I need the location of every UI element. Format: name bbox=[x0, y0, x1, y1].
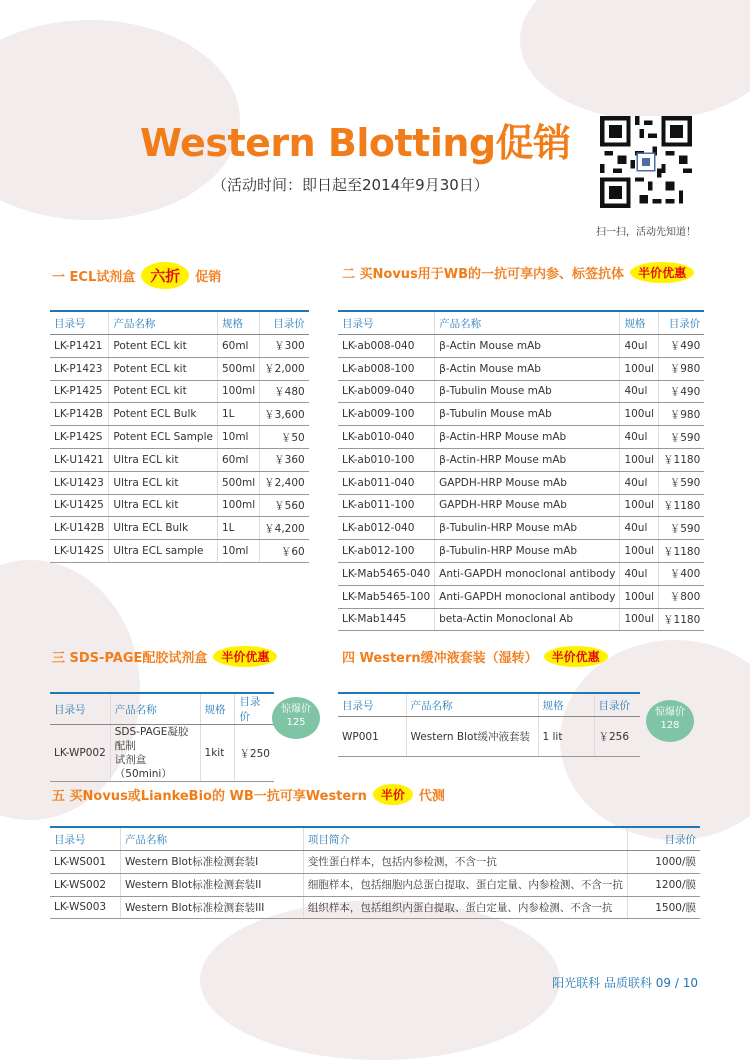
product-price: ￥400 bbox=[659, 562, 705, 585]
page-footer: 阳光联科 品质联科 09 / 10 bbox=[552, 976, 698, 990]
product-spec: 40ul bbox=[620, 471, 659, 494]
column-header: 规格 bbox=[200, 693, 235, 725]
product-name-line: 试剂盒（50mini） bbox=[114, 754, 172, 780]
stamp-price: 128 bbox=[660, 720, 680, 731]
product-spec: 40ul bbox=[620, 380, 659, 403]
section5-suffix: 代测 bbox=[418, 789, 445, 804]
product-price: ￥3,600 bbox=[260, 403, 309, 426]
ecl-table bbox=[50, 310, 309, 563]
catalog-number: LK-ab011-040 bbox=[338, 471, 435, 494]
product-name: Ultra ECL kit bbox=[109, 471, 218, 494]
table-row bbox=[338, 471, 704, 494]
product-spec: 1L bbox=[217, 403, 259, 426]
product-name: GAPDH-HRP Mouse mAb bbox=[435, 494, 620, 517]
catalog-number: LK-ab010-100 bbox=[338, 448, 435, 471]
product-name: Anti-GAPDH monoclonal antibody bbox=[435, 562, 620, 585]
product-name: Potent ECL kit bbox=[109, 380, 218, 403]
table-row bbox=[50, 448, 309, 471]
table-row bbox=[338, 608, 704, 631]
section3-title: 三 SDS-PAGE配胶试剂盒 bbox=[52, 651, 208, 666]
product-name: Anti-GAPDH monoclonal antibody bbox=[435, 585, 620, 608]
table-row bbox=[50, 403, 309, 426]
product-name: GAPDH-HRP Mouse mAb bbox=[435, 471, 620, 494]
catalog-number: LK-WS001 bbox=[50, 851, 121, 874]
column-header: 规格 bbox=[217, 311, 259, 335]
table-row bbox=[338, 335, 704, 358]
product-name: Potent ECL kit bbox=[109, 335, 218, 358]
catalog-number: LK-Mab5465-040 bbox=[338, 562, 435, 585]
section4-badge: 半价优惠 bbox=[544, 646, 608, 667]
column-header: 产品名称 bbox=[109, 311, 218, 335]
product-price: ￥980 bbox=[659, 357, 705, 380]
product-price: ￥590 bbox=[659, 517, 705, 540]
stamp-label: 惊爆价 bbox=[655, 707, 685, 718]
product-spec: 100ul bbox=[620, 585, 659, 608]
product-price: ￥4,200 bbox=[260, 517, 309, 540]
product-spec: 500ml bbox=[217, 357, 259, 380]
catalog-number: LK-U142B bbox=[50, 517, 109, 540]
page-title: Western Blotting促销 bbox=[140, 121, 571, 165]
product-spec: 100ul bbox=[620, 494, 659, 517]
product-price: ￥590 bbox=[659, 426, 705, 449]
catalog-number: LK-ab008-100 bbox=[338, 357, 435, 380]
section1-suffix: 促销 bbox=[195, 270, 222, 285]
table-row bbox=[50, 517, 309, 540]
table-row bbox=[338, 585, 704, 608]
section2-heading bbox=[342, 262, 700, 283]
column-header: 目录价 bbox=[594, 693, 640, 717]
table-row bbox=[338, 426, 704, 449]
column-header: 产品名称 bbox=[121, 827, 304, 851]
table-row bbox=[338, 562, 704, 585]
product-name: β-Tubulin-HRP Mouse mAb bbox=[435, 540, 620, 563]
qr-caption: 扫一扫，活动先知道！ bbox=[596, 227, 696, 238]
product-price: ￥1180 bbox=[659, 494, 705, 517]
catalog-number: LK-P1421 bbox=[50, 335, 109, 358]
product-price: 1000/膜 bbox=[627, 851, 700, 874]
product-price: ￥2,400 bbox=[260, 471, 309, 494]
product-price: ￥50 bbox=[260, 426, 309, 449]
sds-page-table bbox=[50, 692, 274, 782]
wb-testing-table bbox=[50, 826, 700, 919]
table-row bbox=[50, 494, 309, 517]
product-spec: 10ml bbox=[217, 540, 259, 563]
catalog-number: LK-P1425 bbox=[50, 380, 109, 403]
catalog-number: LK-ab008-040 bbox=[338, 335, 435, 358]
catalog-number: LK-ab010-040 bbox=[338, 426, 435, 449]
table-row bbox=[50, 357, 309, 380]
product-name-line: SDS-PAGE凝胶配制 bbox=[114, 726, 189, 752]
product-name: β-Actin Mouse mAb bbox=[435, 357, 620, 380]
product-name: Western Blot标准检测套装I bbox=[121, 851, 304, 874]
product-price: ￥490 bbox=[659, 335, 705, 358]
table-row bbox=[50, 540, 309, 563]
section5-heading bbox=[52, 784, 445, 805]
table-row bbox=[338, 517, 704, 540]
product-name: β-Tubulin-HRP Mouse mAb bbox=[435, 517, 620, 540]
product-spec: 100ul bbox=[620, 448, 659, 471]
qr-code[interactable] bbox=[600, 116, 692, 208]
product-price: ￥1180 bbox=[659, 608, 705, 631]
product-price: 1200/膜 bbox=[627, 873, 700, 896]
product-spec: 100ul bbox=[620, 540, 659, 563]
product-price: ￥300 bbox=[260, 335, 309, 358]
catalog-number: LK-P142B bbox=[50, 403, 109, 426]
table-row bbox=[338, 540, 704, 563]
product-spec: 100ul bbox=[620, 608, 659, 631]
product-name: β-Tubulin Mouse mAb bbox=[435, 380, 620, 403]
sale-price-stamp bbox=[272, 697, 320, 739]
section5-title: 五 买Novus或LiankeBio的 WB一抗可享Western bbox=[52, 789, 367, 804]
table-row bbox=[50, 471, 309, 494]
product-price: ￥480 bbox=[260, 380, 309, 403]
section3-heading bbox=[52, 646, 283, 667]
product-spec: 40ul bbox=[620, 426, 659, 449]
column-header: 项目简介 bbox=[303, 827, 627, 851]
catalog-number: LK-U142S bbox=[50, 540, 109, 563]
stamp-price: 125 bbox=[286, 717, 306, 728]
product-name: β-Actin-HRP Mouse mAb bbox=[435, 448, 620, 471]
column-header: 产品名称 bbox=[110, 693, 200, 725]
catalog-number: LK-P1423 bbox=[50, 357, 109, 380]
catalog-number: LK-U1421 bbox=[50, 448, 109, 471]
product-name: Ultra ECL Bulk bbox=[109, 517, 218, 540]
product-price: ￥250 bbox=[235, 725, 274, 782]
product-price: ￥490 bbox=[659, 380, 705, 403]
product-name: Ultra ECL sample bbox=[109, 540, 218, 563]
table-row bbox=[338, 717, 640, 757]
product-price: ￥1180 bbox=[659, 448, 705, 471]
product-spec: 100ul bbox=[620, 357, 659, 380]
section1-badge: 六折 bbox=[141, 262, 189, 289]
column-header: 目录号 bbox=[50, 827, 121, 851]
product-spec: 500ml bbox=[217, 471, 259, 494]
table-row bbox=[50, 335, 309, 358]
product-price: ￥980 bbox=[659, 403, 705, 426]
product-price: ￥590 bbox=[659, 471, 705, 494]
catalog-number: WP001 bbox=[338, 717, 406, 757]
catalog-number: LK-ab011-100 bbox=[338, 494, 435, 517]
column-header: 规格 bbox=[538, 693, 594, 717]
catalog-number: LK-WS002 bbox=[50, 873, 121, 896]
catalog-number: LK-ab012-040 bbox=[338, 517, 435, 540]
column-header: 目录价 bbox=[659, 311, 705, 335]
product-spec: 40ul bbox=[620, 562, 659, 585]
product-price: ￥1180 bbox=[659, 540, 705, 563]
column-header: 产品名称 bbox=[406, 693, 538, 717]
table-row bbox=[50, 896, 700, 919]
product-name: Potent ECL kit bbox=[109, 357, 218, 380]
section5-badge: 半价 bbox=[373, 784, 413, 805]
table-row bbox=[338, 494, 704, 517]
section1-title: 一 ECL试剂盒 bbox=[52, 270, 136, 285]
product-spec: 100ml bbox=[217, 494, 259, 517]
catalog-number: LK-Mab1445 bbox=[338, 608, 435, 631]
background-blot bbox=[520, 0, 750, 120]
section4-heading bbox=[342, 646, 614, 667]
catalog-number: LK-Mab5465-100 bbox=[338, 585, 435, 608]
column-header: 目录价 bbox=[260, 311, 309, 335]
column-header: 目录价 bbox=[235, 693, 274, 725]
buffer-table bbox=[338, 692, 640, 757]
product-price: ￥60 bbox=[260, 540, 309, 563]
catalog-number: LK-P142S bbox=[50, 426, 109, 449]
section2-badge: 半价优惠 bbox=[630, 262, 694, 283]
product-price: ￥560 bbox=[260, 494, 309, 517]
table-row bbox=[338, 380, 704, 403]
product-spec: 1L bbox=[217, 517, 259, 540]
promotion-period: （活动时间：即日起至2014年9月30日） bbox=[212, 176, 489, 194]
product-spec: 10ml bbox=[217, 426, 259, 449]
project-description: 组织样本，包括组织内蛋白提取、蛋白定量、内参检测、不含一抗 bbox=[303, 896, 627, 919]
product-spec: 60ml bbox=[217, 448, 259, 471]
product-name: Western Blot标准检测套装II bbox=[121, 873, 304, 896]
antibody-table bbox=[338, 310, 704, 631]
table-row bbox=[338, 403, 704, 426]
table-row bbox=[338, 448, 704, 471]
catalog-number: LK-WS003 bbox=[50, 896, 121, 919]
stamp-label: 惊爆价 bbox=[281, 704, 311, 715]
catalog-number: LK-WP002 bbox=[50, 725, 110, 782]
table-row bbox=[50, 873, 700, 896]
product-spec: 1kit bbox=[200, 725, 235, 782]
product-spec: 100ul bbox=[620, 403, 659, 426]
product-name: β-Actin-HRP Mouse mAb bbox=[435, 426, 620, 449]
product-name bbox=[110, 725, 200, 782]
table-row bbox=[50, 380, 309, 403]
catalog-number: LK-U1425 bbox=[50, 494, 109, 517]
product-price: ￥2,000 bbox=[260, 357, 309, 380]
product-name: Potent ECL Sample bbox=[109, 426, 218, 449]
product-spec: 1 lit bbox=[538, 717, 594, 757]
column-header: 目录号 bbox=[338, 311, 435, 335]
background-blot bbox=[200, 900, 560, 1060]
table-row bbox=[50, 426, 309, 449]
column-header: 目录号 bbox=[50, 311, 109, 335]
product-price: ￥256 bbox=[594, 717, 640, 757]
product-name: beta-Actin Monoclonal Ab bbox=[435, 608, 620, 631]
product-name: Ultra ECL kit bbox=[109, 448, 218, 471]
product-name: Ultra ECL kit bbox=[109, 494, 218, 517]
section1-heading bbox=[52, 262, 221, 289]
column-header: 产品名称 bbox=[435, 311, 620, 335]
project-description: 变性蛋白样本，包括内参检测，不含一抗 bbox=[303, 851, 627, 874]
column-header: 规格 bbox=[620, 311, 659, 335]
product-name: β-Actin Mouse mAb bbox=[435, 335, 620, 358]
product-spec: 40ul bbox=[620, 335, 659, 358]
product-price: 1500/膜 bbox=[627, 896, 700, 919]
catalog-number: LK-ab012-100 bbox=[338, 540, 435, 563]
catalog-number: LK-ab009-040 bbox=[338, 380, 435, 403]
table-row bbox=[50, 725, 274, 782]
sale-price-stamp bbox=[646, 700, 694, 742]
project-description: 细胞样本，包括细胞内总蛋白提取、蛋白定量、内参检测、不含一抗 bbox=[303, 873, 627, 896]
section2-title: 二 买Novus用于WB的一抗可享内参、标签抗体 bbox=[342, 267, 625, 282]
product-name: Western Blot缓冲液套装 bbox=[406, 717, 538, 757]
section3-badge: 半价优惠 bbox=[213, 646, 277, 667]
product-name: β-Tubulin Mouse mAb bbox=[435, 403, 620, 426]
product-name: Potent ECL Bulk bbox=[109, 403, 218, 426]
catalog-number: LK-U1423 bbox=[50, 471, 109, 494]
product-price: ￥800 bbox=[659, 585, 705, 608]
table-row bbox=[338, 357, 704, 380]
column-header: 目录号 bbox=[338, 693, 406, 717]
column-header: 目录价 bbox=[627, 827, 700, 851]
product-price: ￥360 bbox=[260, 448, 309, 471]
product-spec: 100ml bbox=[217, 380, 259, 403]
product-spec: 40ul bbox=[620, 517, 659, 540]
section4-title: 四 Western缓冲液套装（湿转） bbox=[342, 651, 538, 666]
table-row bbox=[50, 851, 700, 874]
column-header: 目录号 bbox=[50, 693, 110, 725]
catalog-number: LK-ab009-100 bbox=[338, 403, 435, 426]
product-spec: 60ml bbox=[217, 335, 259, 358]
product-name: Western Blot标准检测套装III bbox=[121, 896, 304, 919]
